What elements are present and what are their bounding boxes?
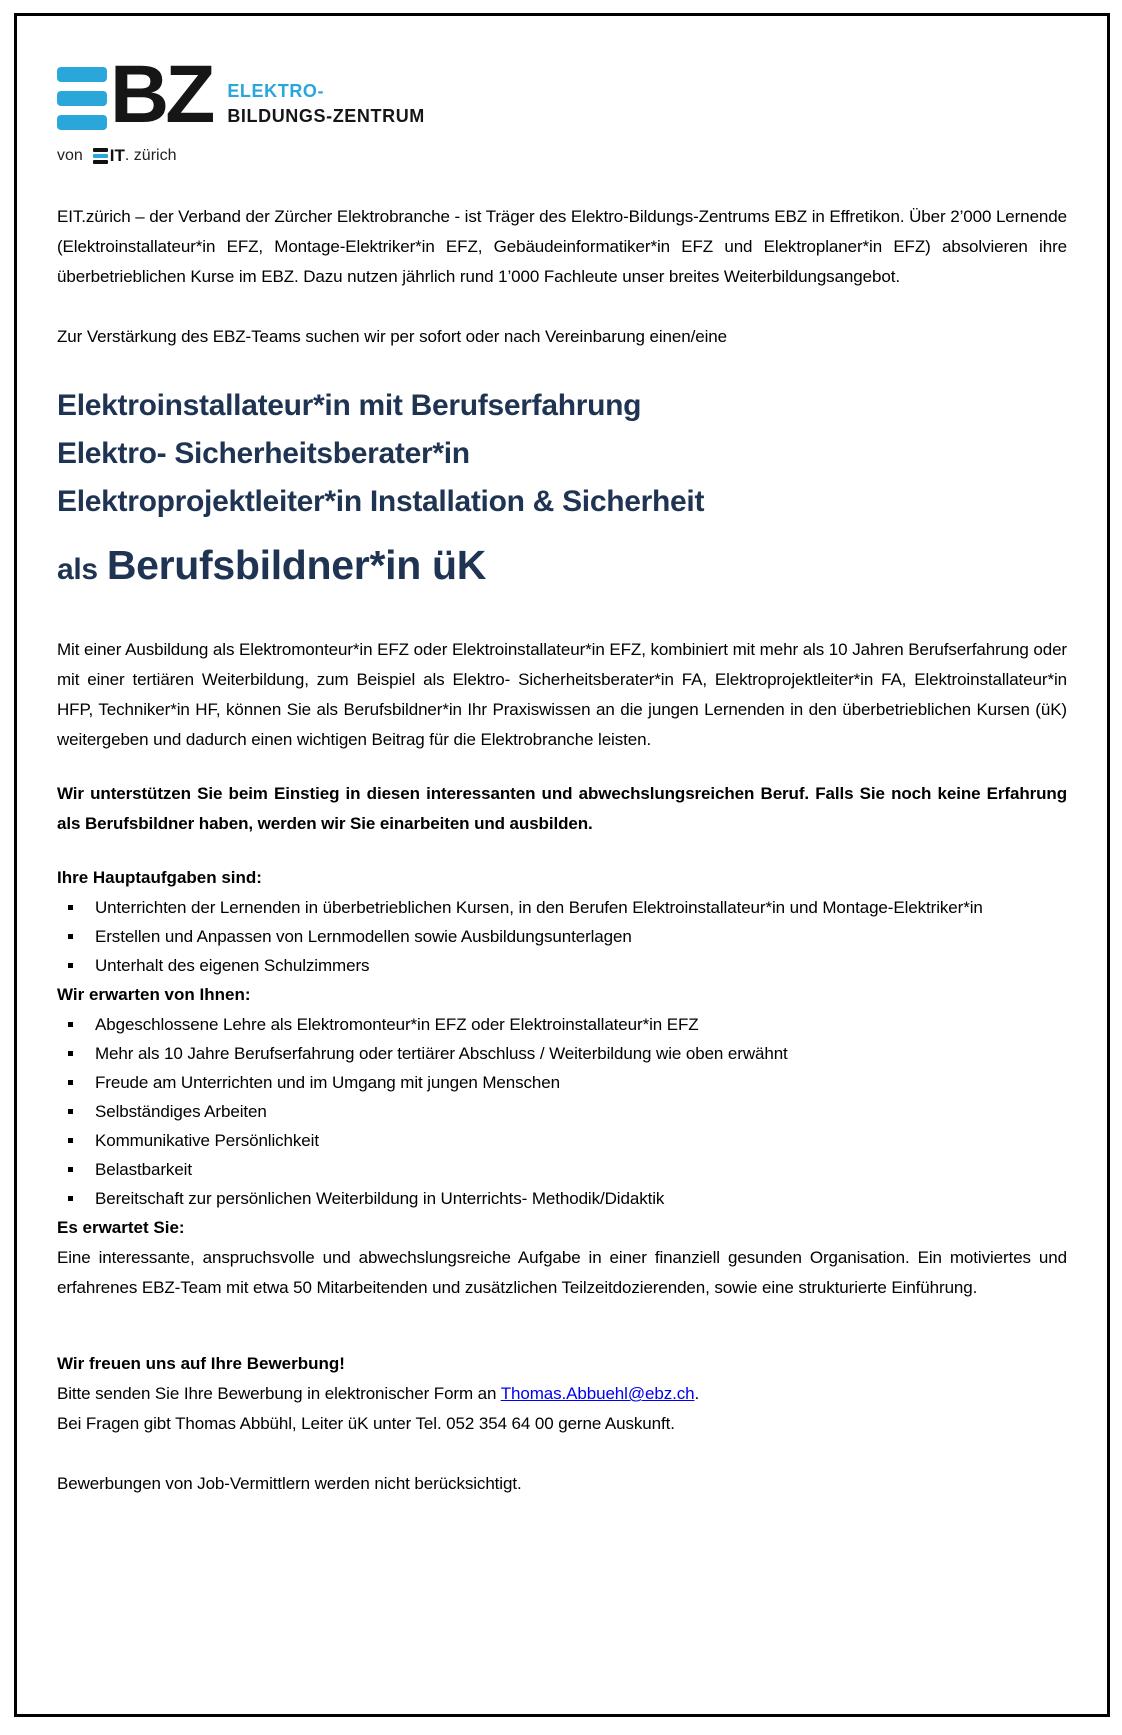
job-title-line-2: Elektro- Sicherheitsberater*in [57, 437, 470, 470]
list-item: Freude am Unterrichten und im Umgang mit jungen Menschen [57, 1068, 1067, 1097]
list-item: Selbständiges Arbeiten [57, 1097, 1067, 1126]
tagline-suffix: . zürich [124, 147, 177, 164]
email-link[interactable]: Thomas.Abbuehl@ebz.ch [500, 1384, 695, 1403]
agency-note: Bewerbungen von Job-Vermittlern werden nicht berücksichtigt. [57, 1474, 522, 1493]
bullet-icon [68, 1022, 73, 1027]
bullet-icon [68, 905, 73, 910]
vacancy-intro: Zur Verstärkung des EBZ-Teams suchen wir per sofort oder nach Vereinbarung einen/eine [57, 327, 727, 346]
list-item: Abgeschlossene Lehre als Elektromonteur*in EFZ oder Elektroinstallateur*in EFZ [57, 1010, 1067, 1039]
bullet-icon [68, 934, 73, 939]
intro-paragraph: EIT.zürich – der Verband der Zürcher Elektrobranche - ist Träger des Elektro-Bildungs-Zentrums EBZ in Effretikon. Über 2’000 Lernende (Elektroinstallateur*in EFZ, Montage-Elektriker*in EFZ, Gebäudeinformatiker*in EFZ und Elektroplaner*in EFZ) absolvieren ihre überbetrieblichen Kurse im EBZ. Dazu nutzen jährlich rund 1’000 Fachleute unser breites Weiterbildungsangebot. [57, 207, 1067, 286]
bullet-icon [68, 1196, 73, 1201]
application-line-1-text: Bitte senden Sie Ihre Bewerbung in elektronischer Form an [57, 1384, 501, 1403]
tagline-prefix: von [57, 147, 83, 164]
list-item: Erstellen und Anpassen von Lernmodellen sowie Ausbildungsunterlagen [57, 922, 1067, 951]
job-title-line-1: Elektroinstallateur*in mit Berufserfahrung [57, 389, 642, 422]
bullet-icon [68, 1080, 73, 1085]
job-title-line-3: Elektroprojektleiter*in Installation & Sicherheit [57, 485, 705, 518]
application-line-2: Bei Fragen gibt Thomas Abbühl, Leiter üK unter Tel. 052 354 64 00 gerne Auskunft. [57, 1414, 675, 1433]
bullet-icon [68, 1167, 73, 1172]
job-subtitle-prefix: als [57, 553, 98, 586]
list-item: Mehr als 10 Jahre Berufserfahrung oder tertiärer Abschluss / Weiterbildung wie oben erwähnt [57, 1039, 1067, 1068]
list-item: Bereitschaft zur persönlichen Weiterbildung in Unterrichts- Methodik/Didaktik [57, 1184, 1067, 1213]
list-item: Unterrichten der Lernenden in überbetrieblichen Kursen, in den Berufen Elektroinstallateur*in und Montage-Elektriker*in [57, 893, 1067, 922]
bullet-icon [68, 1138, 73, 1143]
list-item: Kommunikative Persönlichkeit [57, 1126, 1067, 1155]
support-paragraph: Wir unterstützen Sie beim Einstieg in diesen interessanten und abwechslungsreichen Beruf. Falls Sie noch keine Erfahrung als Berufsbildner haben, werden wir Sie einarbeiten und ausbilden. [57, 784, 1067, 833]
application-line-1-period: . [694, 1384, 700, 1403]
logo-brand-text [227, 79, 425, 130]
brand-line-1: ELEKTRO- [227, 81, 325, 101]
list-item: Unterhalt des eigenen Schulzimmers [57, 951, 1067, 980]
expectations-list [57, 1010, 1067, 1213]
bullet-icon [68, 1109, 73, 1114]
offer-paragraph: Eine interessante, anspruchsvolle und abwechslungsreiche Aufgabe in einer finanziell gesunden Organisation. Ein motiviertes und erfahrenes EBZ-Team mit etwa 50 Mitarbeitenden und zusätzlichen Teilzeitdozierenden, sowie eine strukturierte Einführung. [57, 1248, 1067, 1297]
logo-bz-text: BZ [110, 49, 212, 140]
job-title-block [57, 382, 1067, 526]
document-page [14, 13, 1110, 1717]
bullet-icon [68, 963, 73, 968]
application-heading: Wir freuen uns auf Ihre Bewerbung! [57, 1354, 345, 1373]
tasks-heading: Ihre Hauptaufgaben sind: [57, 868, 262, 887]
tagline-it: IT [109, 146, 125, 165]
list-item: Belastbarkeit [57, 1155, 1067, 1184]
offer-heading: Es erwartet Sie: [57, 1218, 185, 1237]
job-subtitle [57, 542, 1067, 589]
logo-e-bars-icon [57, 62, 107, 130]
brand-line-2: BILDUNGS-ZENTRUM [227, 106, 425, 126]
expectations-heading: Wir erwarten von Ihnen: [57, 985, 251, 1004]
job-subtitle-main: Berufsbildner*in üK [106, 542, 487, 588]
qualification-paragraph: Mit einer Ausbildung als Elektromonteur*in EFZ oder Elektroinstallateur*in EFZ, kombiniert mit mehr als 10 Jahren Berufserfahrung oder mit einer tertiären Weiterbildung, zum Beispiel als Elektro- Sicherheitsberater*in FA, Elektroprojektleiter*in FA, Elektroinstallateur*in HFP, Techniker*in HF, können Sie als Berufsbildner*in Ihr Praxiswissen an die jungen Lernenden in den überbetrieblichen Kursen (üK) weitergeben und dadurch einen wichtigen Beitrag für die Elektrobranche leisten. [57, 640, 1067, 749]
ebz-logo [57, 49, 1067, 140]
application-line-1 [57, 1379, 1067, 1409]
tagline [57, 146, 1067, 166]
tasks-list [57, 893, 1067, 980]
bullet-icon [68, 1051, 73, 1056]
eit-e-bars-icon [93, 148, 108, 164]
